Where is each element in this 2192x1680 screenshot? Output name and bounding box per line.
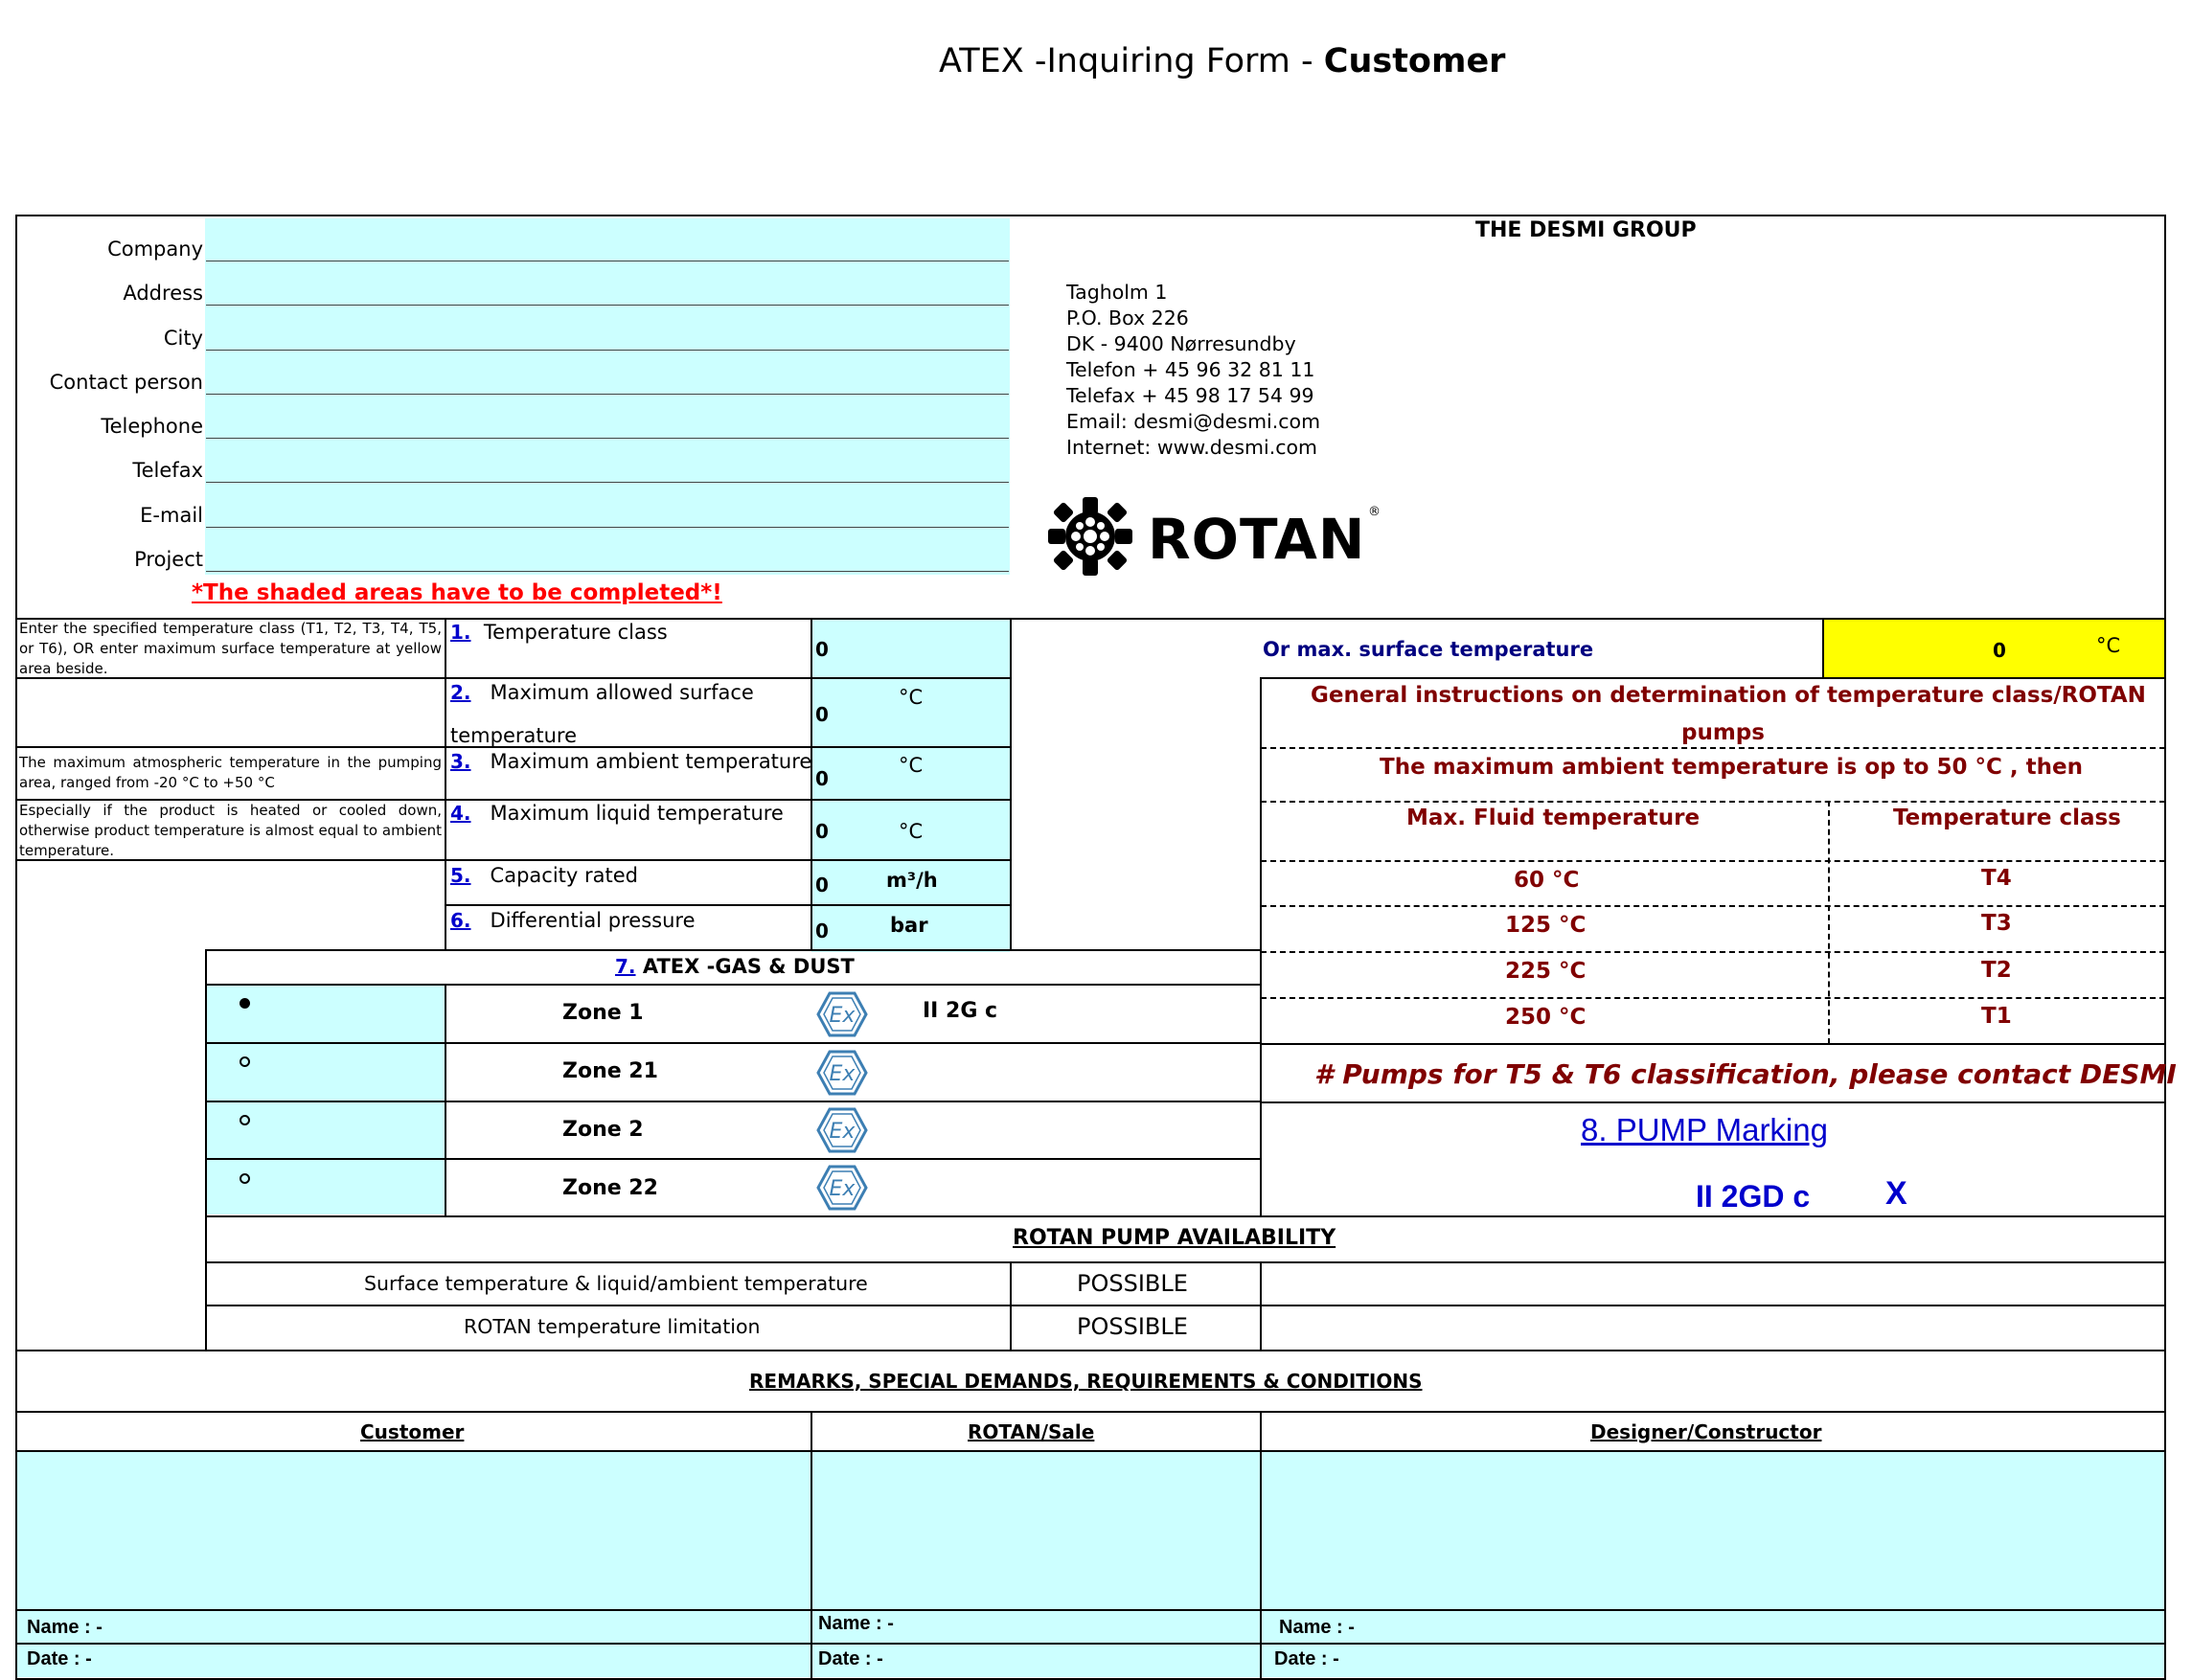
- ambient-note: The maximum ambient temperature is op to 50 °C , then: [1380, 755, 2083, 780]
- zone-21-radio[interactable]: [240, 1056, 250, 1067]
- sale-date-field[interactable]: Date : -: [818, 1648, 883, 1669]
- ex-hexagon-icon: [816, 1106, 868, 1154]
- phone-line: Telefon + 45 96 32 81 11: [1066, 358, 1315, 381]
- shaded-areas-note: *The shaded areas have to be completed*!: [192, 580, 722, 605]
- max-surface-temp-unit: °C: [899, 686, 924, 709]
- item-number[interactable]: 5.: [450, 864, 471, 887]
- svg-text:Ex: Ex: [829, 1120, 856, 1144]
- gear-icon: [1044, 493, 1136, 579]
- address-line: P.O. Box 226: [1066, 306, 1189, 329]
- customer-name-field[interactable]: Name : -: [27, 1617, 103, 1638]
- customer-info-shade: [205, 218, 1010, 575]
- project-field[interactable]: [206, 571, 1009, 572]
- max-ambient-temp-input[interactable]: 0: [815, 767, 829, 790]
- temp-class-row: T4: [1981, 866, 2012, 891]
- email-line: Email: desmi@desmi.com: [1066, 410, 1321, 433]
- company-group-name: THE DESMI GROUP: [1475, 218, 1697, 242]
- item-2: [450, 681, 754, 704]
- telefax-label: Telefax: [132, 459, 203, 482]
- item-2-label-cont: temperature: [450, 724, 577, 747]
- ex-hexagon-icon: [816, 990, 868, 1038]
- remarks-title: REMARKS, SPECIAL DEMANDS, REQUIREMENTS & CONDITIONS: [749, 1370, 1423, 1393]
- temp-class-hint: Enter the specified temperature class (T1, T2, T3, T4, T5, or T6), OR enter maximum surface temperature at yellow area beside.: [19, 620, 442, 677]
- zone-1-radio[interactable]: [240, 998, 250, 1009]
- address-label: Address: [123, 282, 203, 305]
- zone-code: II 2G c: [923, 999, 998, 1023]
- values-shade-2: [811, 678, 1010, 952]
- item-label: Maximum liquid temperature: [490, 802, 784, 825]
- contact-person-label: Contact person: [49, 371, 203, 394]
- liquid-hint: Especially if the product is heated or cooled down, otherwise product temperature is almost equal to ambient temperature.: [19, 802, 442, 859]
- email-field[interactable]: [206, 527, 1009, 528]
- svg-text:Ex: Ex: [829, 1004, 856, 1028]
- max-liquid-temp-unit: °C: [899, 820, 924, 843]
- logo-wordmark: ROTAN: [1148, 507, 1366, 572]
- item-6: [450, 909, 696, 932]
- project-label: Project: [134, 548, 203, 571]
- zone-22-radio[interactable]: [240, 1173, 250, 1184]
- website-line: Internet: www.desmi.com: [1066, 436, 1318, 459]
- fluid-temp-row: 250 °C: [1505, 1005, 1587, 1030]
- col-temp-class: Temperature class: [1893, 806, 2121, 830]
- pump-marking-code: II 2GD c: [1696, 1179, 1811, 1214]
- contact-person-field[interactable]: [206, 394, 1009, 395]
- capacity-unit: m³/h: [886, 869, 938, 892]
- signoff-col-sale: ROTAN/Sale: [968, 1420, 1095, 1443]
- city-field[interactable]: [206, 350, 1009, 351]
- availability-row-value: POSSIBLE: [1077, 1270, 1188, 1297]
- zone-label: Zone 1: [562, 1001, 644, 1025]
- signoff-col-designer: Designer/Constructor: [1590, 1420, 1822, 1443]
- diff-pressure-unit: bar: [890, 914, 928, 937]
- pump-marking-title: 8. PUMP Marking: [1581, 1112, 1828, 1147]
- designer-date-field[interactable]: Date : -: [1274, 1648, 1339, 1669]
- item-label: Maximum allowed surface: [490, 681, 754, 704]
- temp-class-row: T3: [1981, 911, 2012, 936]
- availability-row-label: ROTAN temperature limitation: [464, 1315, 761, 1338]
- ex-hexagon-icon: [816, 1049, 868, 1097]
- item-1: [450, 621, 668, 644]
- title-prefix: ATEX -Inquiring Form -: [939, 42, 1324, 80]
- svg-text:Ex: Ex: [829, 1062, 856, 1086]
- city-label: City: [163, 327, 203, 350]
- item-number[interactable]: 1.: [450, 621, 471, 644]
- item-label: Temperature class: [483, 621, 668, 644]
- item-5: [450, 864, 638, 887]
- item-4: [450, 802, 784, 825]
- item-number[interactable]: 2.: [450, 681, 471, 704]
- max-surface-temp-input[interactable]: 0: [815, 703, 829, 726]
- company-label: Company: [107, 238, 203, 261]
- ex-hexagon-icon: [816, 1164, 868, 1212]
- max-surface-unit: °C: [2096, 634, 2121, 657]
- max-surface-input[interactable]: 0: [1993, 639, 2006, 662]
- availability-row-label: Surface temperature & liquid/ambient temperature: [364, 1272, 868, 1295]
- col-max-fluid-temp: Max. Fluid temperature: [1406, 806, 1701, 830]
- pump-marking-x: X: [1885, 1175, 1907, 1212]
- t5-t6-contact-note: # Pumps for T5 & T6 classification, please contact DESMI: [1314, 1058, 2177, 1090]
- instructions-heading-cont: pumps: [1681, 720, 1765, 745]
- item-number[interactable]: 4.: [450, 802, 471, 825]
- page-title: [939, 42, 1505, 80]
- item-label: Differential pressure: [490, 909, 696, 932]
- logo-registered-mark: ®: [1368, 505, 1381, 519]
- telephone-label: Telephone: [101, 415, 203, 438]
- temperature-class-input[interactable]: 0: [815, 638, 829, 661]
- zone-label: Zone 2: [562, 1118, 644, 1142]
- zone-2-radio[interactable]: [240, 1115, 250, 1125]
- telefax-field[interactable]: [206, 482, 1009, 483]
- atex-title: [615, 955, 855, 978]
- fluid-temp-row: 60 °C: [1514, 868, 1580, 893]
- zone-label: Zone 22: [562, 1176, 658, 1200]
- availability-row-value: POSSIBLE: [1077, 1313, 1188, 1340]
- svg-text:Ex: Ex: [829, 1177, 856, 1201]
- temp-class-row: T2: [1981, 958, 2012, 983]
- title-bold: Customer: [1323, 42, 1506, 80]
- max-surface-label: Or max. surface temperature: [1263, 638, 1594, 661]
- max-ambient-temp-unit: °C: [899, 754, 924, 777]
- max-liquid-temp-input[interactable]: 0: [815, 820, 829, 843]
- customer-date-field[interactable]: Date : -: [27, 1648, 92, 1669]
- email-label: E-mail: [140, 504, 203, 527]
- values-shade-1: [811, 619, 1010, 678]
- address-field[interactable]: [206, 305, 1009, 306]
- ambient-hint: The maximum atmospheric temperature in the pumping area, ranged from -20 °C to +50 °C: [19, 754, 442, 791]
- item-number[interactable]: 6.: [450, 909, 471, 932]
- item-number[interactable]: 3.: [450, 750, 471, 773]
- atex-title-text: ATEX -GAS & DUST: [642, 955, 855, 978]
- signoff-col-customer: Customer: [360, 1420, 465, 1443]
- item-label: Capacity rated: [490, 864, 638, 887]
- telephone-field[interactable]: [206, 438, 1009, 439]
- fax-line: Telefax + 45 98 17 54 99: [1066, 384, 1314, 407]
- availability-title: ROTAN PUMP AVAILABILITY: [1013, 1226, 1336, 1250]
- address-line: DK - 9400 Nørresundby: [1066, 332, 1296, 355]
- diff-pressure-input[interactable]: 0: [815, 919, 829, 942]
- item-label: Maximum ambient temperature: [490, 750, 812, 773]
- fluid-temp-row: 225 °C: [1505, 959, 1587, 984]
- rotan-logo: [1044, 493, 1389, 579]
- zone-label: Zone 21: [562, 1059, 658, 1083]
- temp-class-row: T1: [1981, 1004, 2012, 1029]
- capacity-input[interactable]: 0: [815, 874, 829, 897]
- address-line: Tagholm 1: [1066, 281, 1168, 304]
- designer-name-field[interactable]: Name : -: [1279, 1617, 1355, 1638]
- sale-name-field[interactable]: Name : -: [818, 1613, 894, 1634]
- instructions-heading: General instructions on determination of temperature class/ROTAN: [1311, 683, 2146, 708]
- item-number[interactable]: 7.: [615, 955, 636, 978]
- company-address: [1066, 280, 1320, 461]
- fluid-temp-row: 125 °C: [1505, 913, 1587, 938]
- item-3: [450, 750, 811, 773]
